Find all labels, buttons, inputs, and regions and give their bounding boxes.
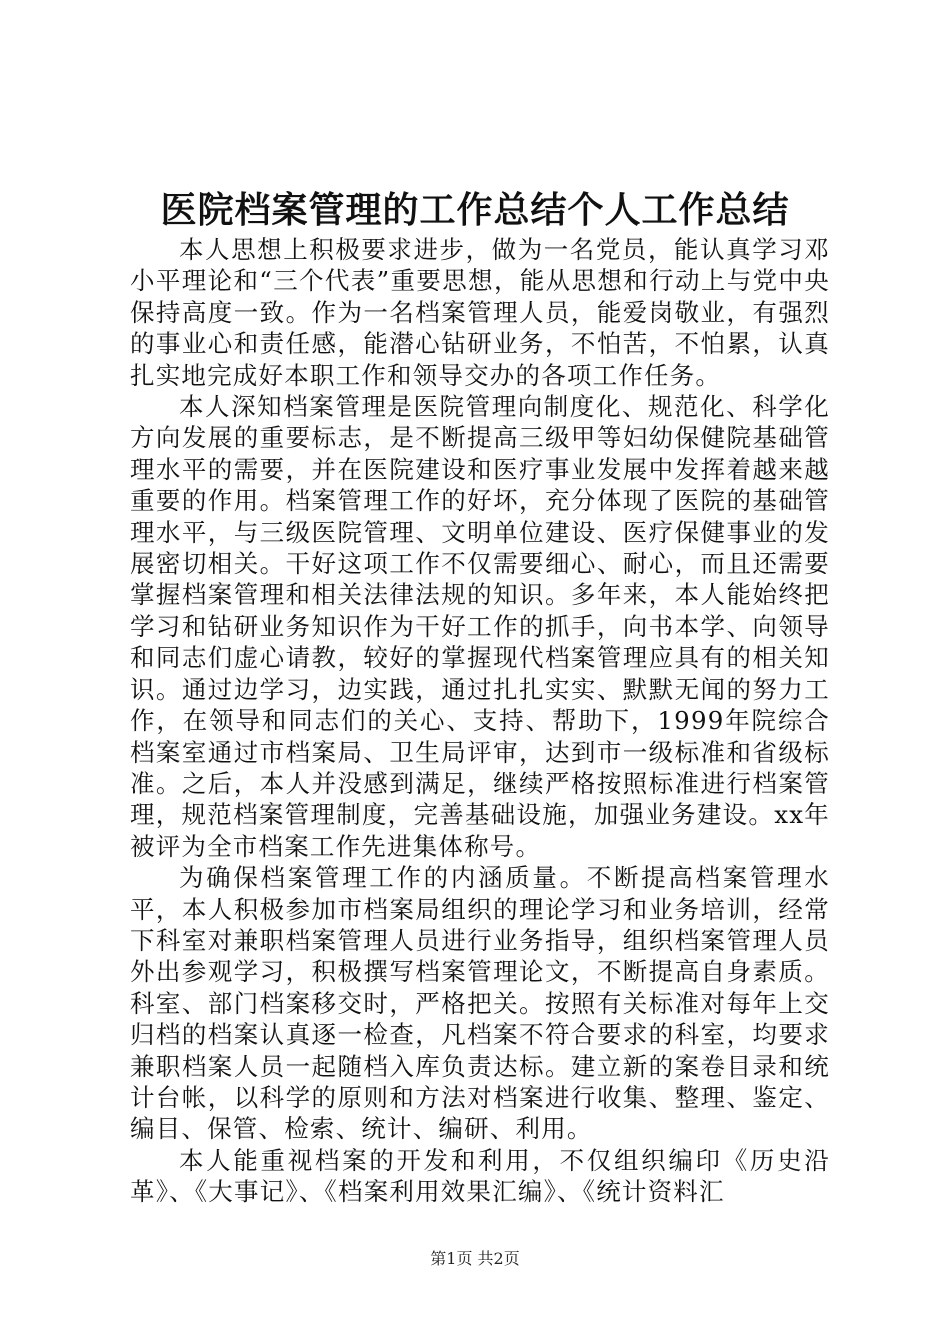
document-title: 医院档案管理的工作总结个人工作总结 xyxy=(160,189,790,231)
paragraph: 本人能重视档案的开发和利用，不仅组织编印《历史沿革》、《大事记》、《档案利用效果汇编》、《统计资料汇 xyxy=(130,1145,830,1207)
paragraph: 本人思想上积极要求进步，做为一名党员，能认真学习邓小平理论和“三个代表”重要思想，能从思想和行动上与党中央保持高度一致。作为一名档案管理人员，能爱岗敬业，有强烈的事业心和责任感，能潜心钻研业务，不怕苦，不怕累，认真扎实地完成好本职工作和领导交办的各项工作任务。 xyxy=(130,235,830,390)
page-footer: 第1页 共2页 xyxy=(430,1249,520,1268)
document-body xyxy=(130,234,830,1208)
paragraph: 本人深知档案管理是医院管理向制度化、规范化、科学化方向发展的重要标志，是不断提高三级甲等妇幼保健院基础管理水平的需要，并在医院建设和医疗事业发展中发挥着越来越重要的作用。档案管理工作的好坏，充分体现了医院的基础管理水平，与三级医院管理、文明单位建设、医疗保健事业的发展密切相关。干好这项工作不仅需要细心、耐心，而且还需要掌握档案管理和相关法律法规的知识。多年来，本人能始终把学习和钻研业务知识作为干好工作的抓手，向书本学、向领导和同志们虚心请教，较好的掌握现代档案管理应具有的相关知识。通过边学习，边实践，通过扎扎实实、默默无闻的努力工作，在领导和同志们的关心、支持、帮助下，1999年院综合档案室通过市档案局、卫生局评审，达到市一级标准和省级标准。之后，本人并没感到满足，继续严格按照标准进行档案管理，规范档案管理制度，完善基础设施，加强业务建设。xx年被评为全市档案工作先进集体称号。 xyxy=(130,392,830,861)
paragraph: 为确保档案管理工作的内涵质量。不断提高档案管理水平，本人积极参加市档案局组织的理论学习和业务培训，经常下科室对兼职档案管理人员进行业务指导，组织档案管理人员外出参观学习，积极撰写档案管理论文，不断提高自身素质。科室、部门档案移交时，严格把关。按照有关标准对每年上交归档的档案认真逐一检查，凡档案不符合要求的科室，均要求兼职档案人员一起随档入库负责达标。建立新的案卷目录和统计台帐，以科学的原则和方法对档案进行收集、整理、鉴定、编目、保管、检索、统计、编研、利用。 xyxy=(130,863,830,1144)
